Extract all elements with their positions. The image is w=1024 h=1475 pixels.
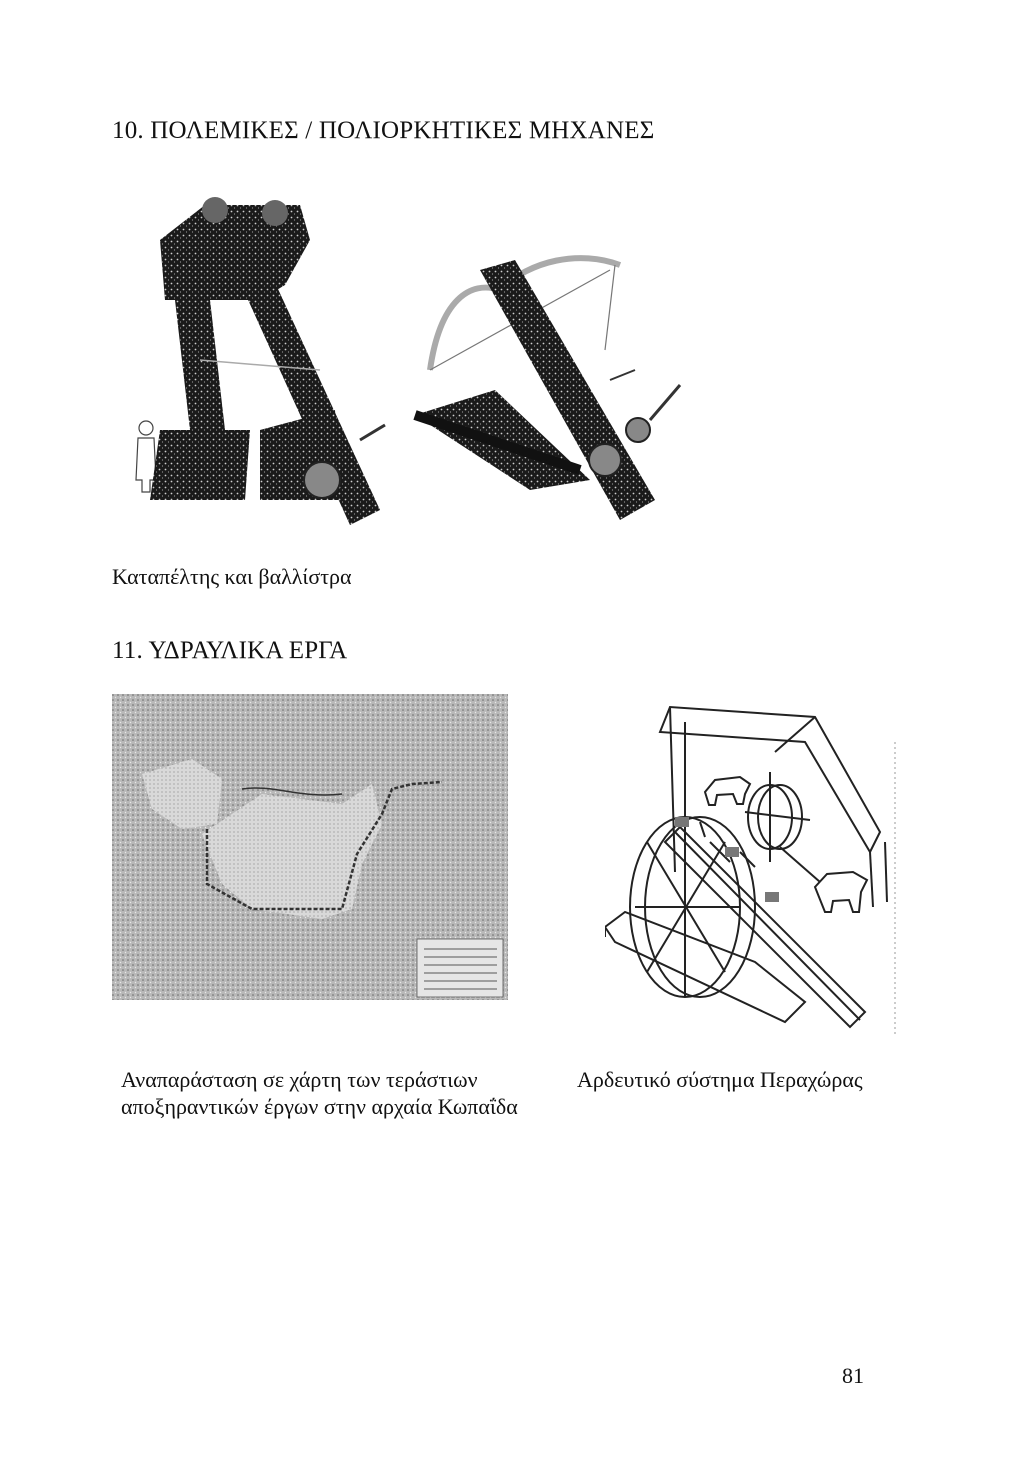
catapult-and-ballista-illustration	[110, 180, 710, 540]
perachora-irrigation-drawing	[605, 702, 900, 1042]
section-10-heading: 10. ΠΟΛΕΜΙΚΕΣ / ΠΟΛΙΟΡΚΗΤΙΚΕΣ ΜΗΧΑΝΕΣ	[112, 117, 655, 144]
ox-lower	[815, 872, 867, 912]
kopais-caption-line-1: Αναπαράσταση σε χάρτη των τεράστιων	[121, 1067, 478, 1092]
ballista-drawing	[415, 258, 680, 520]
map-legend	[417, 939, 503, 997]
kopais-caption-line-2: αποξηραντικών έργων στην αρχαία Κωπαΐδα	[121, 1094, 518, 1119]
catapult-drawing	[150, 197, 385, 525]
section-11-heading: 11. ΥΔΡΑΥΛΙΚΑ ΕΡΓΑ	[112, 637, 348, 664]
catapult-caption: Καταπέλτης και βαλλίστρα	[112, 564, 352, 589]
perachora-caption: Αρδευτικό σύστημα Περαχώρας	[577, 1067, 863, 1092]
page-number: 81	[842, 1363, 864, 1388]
kopais-drainage-map	[112, 694, 508, 1000]
ox-upper	[705, 777, 750, 805]
